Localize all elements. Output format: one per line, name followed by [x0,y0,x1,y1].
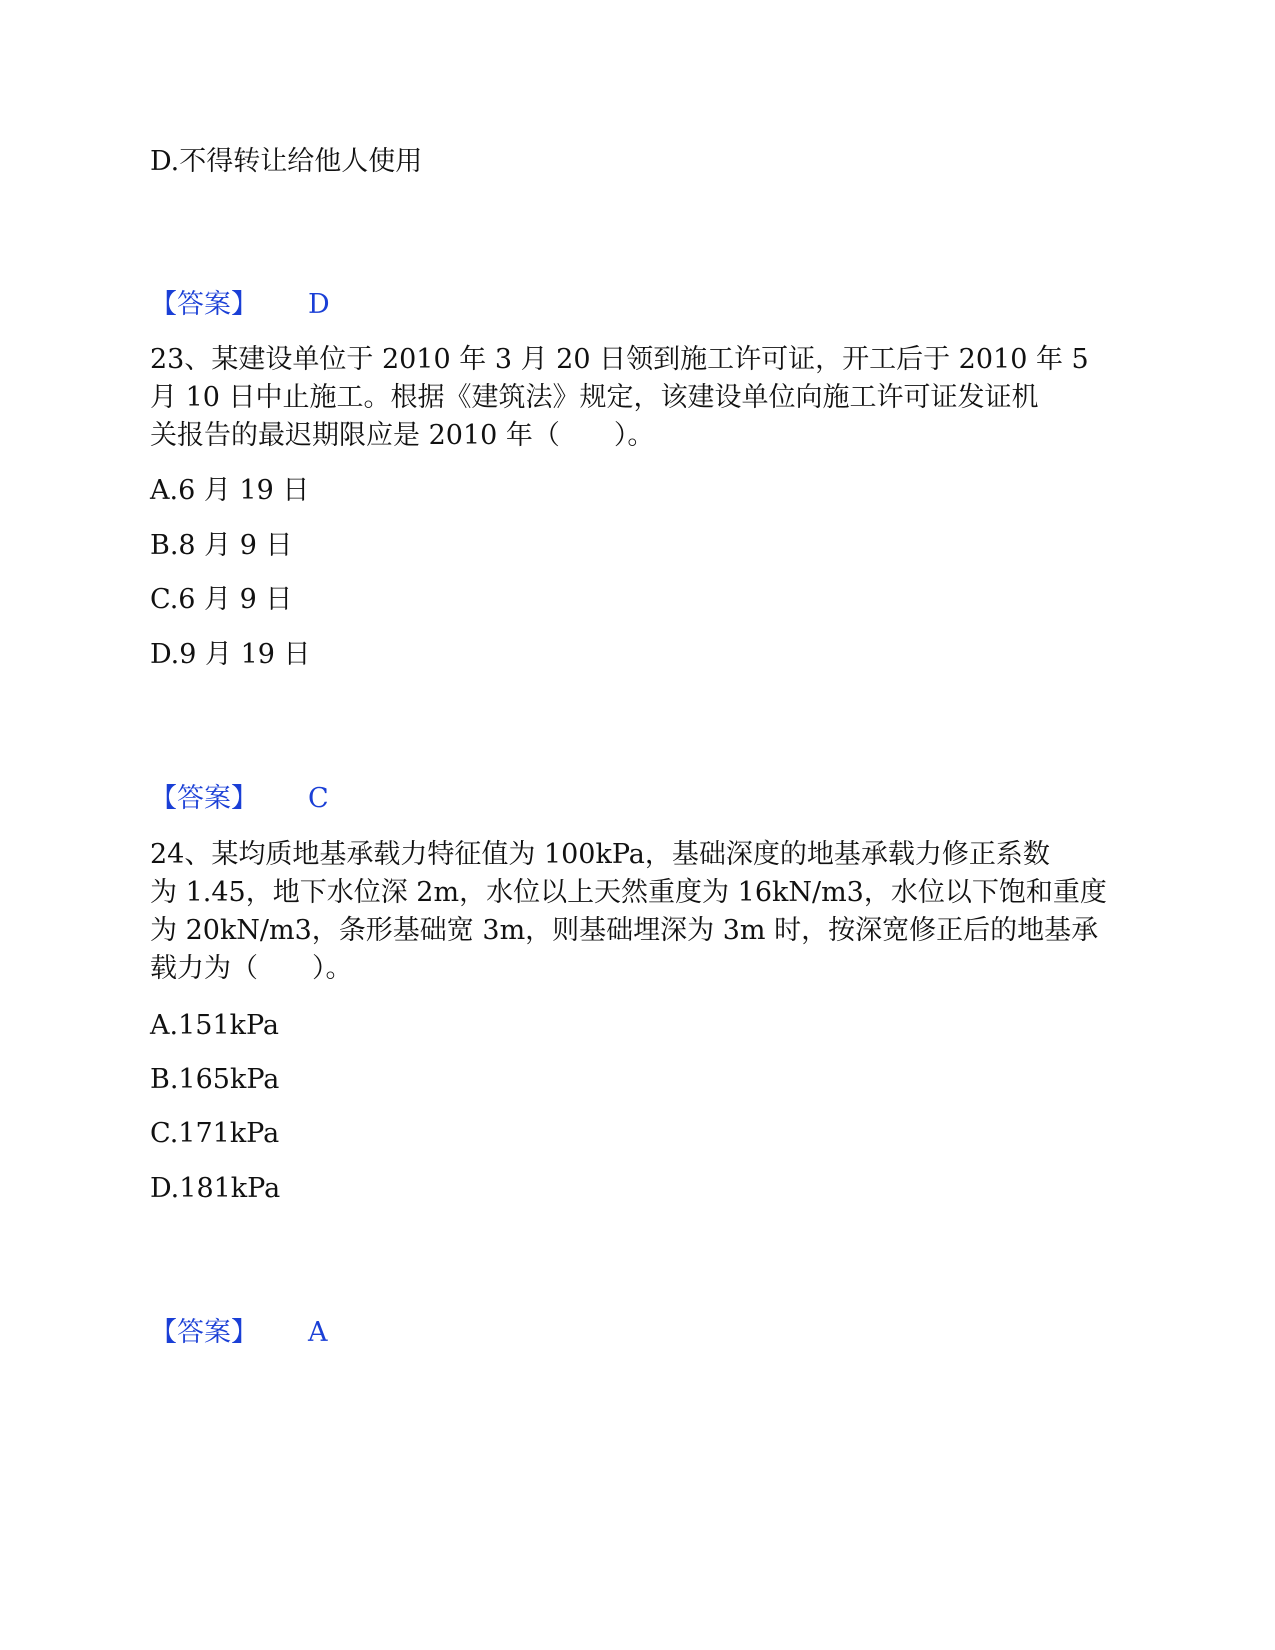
answer-value: D [308,289,330,320]
question-23-line: 23、某建设单位于 2010 年 3 月 20 日领到施工许可证，开工后于 2010 年 5 [150,344,1089,375]
answer-label: 【答案】 [150,783,258,814]
question-23-line: 月 10 日中止施工。根据《建筑法》规定，该建设单位向施工许可证发证机 [150,382,1039,413]
option-a: A.6 月 19 日 [150,475,310,506]
question-24-line: 24、某均质地基承载力特征值为 100kPa，基础深度的地基承载力修正系数 [150,839,1050,870]
option-a: A.151kPa [150,1010,280,1041]
option-b: B.165kPa [150,1064,280,1095]
option-c: C.171kPa [150,1118,280,1149]
answer-23 [150,783,329,814]
answer-24 [150,1317,328,1348]
option-b: B.8 月 9 日 [150,530,293,561]
answer-value: C [308,783,329,814]
question-24-line: 为 20kN/m3，条形基础宽 3m，则基础埋深为 3m 时，按深宽修正后的地基承 [150,915,1099,946]
option-d-prev: D.不得转让给他人使用 [150,146,423,177]
question-24-line: 载力为（ ）。 [150,953,353,984]
answer-label: 【答案】 [150,289,258,320]
option-d: D.181kPa [150,1173,281,1204]
answer-label: 【答案】 [150,1317,258,1348]
question-23-line: 关报告的最迟期限应是 2010 年（ ）。 [150,420,655,451]
option-c: C.6 月 9 日 [150,584,293,615]
answer-prev [150,289,330,320]
answer-value: A [308,1317,328,1348]
question-24-line: 为 1.45，地下水位深 2m，水位以上天然重度为 16kN/m3，水位以下饱和重度 [150,877,1107,908]
option-d: D.9 月 19 日 [150,639,311,670]
